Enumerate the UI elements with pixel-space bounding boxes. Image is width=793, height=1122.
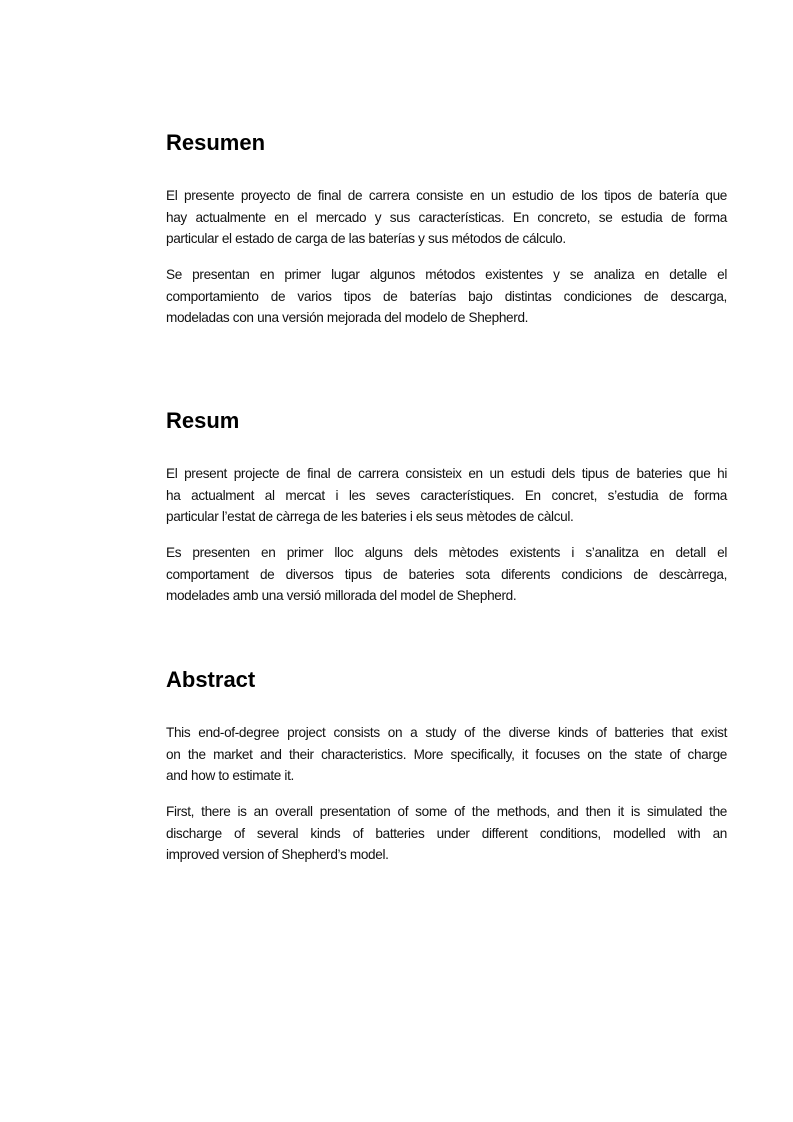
- text-line: discharge of several kinds of batteries under different conditions, modelled with an: [166, 825, 727, 841]
- text-line: First, there is an overall presentation of some of the methods, and then it is simulated the: [166, 804, 727, 819]
- paragraph: [166, 264, 727, 329]
- text-line: El presente proyecto de final de carrera consiste en un estudio de los tipos de batería que: [166, 188, 727, 203]
- text-line: El present projecte de final de carrera consisteix en un estudi dels tipus de bateries que hi: [166, 466, 727, 481]
- text-line: improved version of Shepherd’s model.: [166, 847, 389, 863]
- text-line: particular el estado de carga de las baterías y sus métodos de cálculo.: [166, 231, 566, 247]
- section-resum: [166, 408, 727, 604]
- section-title: Resum: [166, 408, 240, 433]
- text-line: comportament de diversos tipus de bateries sota diferents condicions de descàrrega,: [166, 566, 727, 582]
- text-line: and how to estimate it.: [166, 768, 294, 784]
- text-line: Se presentan en primer lugar algunos métodos existentes y se analiza en detalle el: [166, 267, 727, 282]
- section-title: Abstract: [166, 667, 256, 692]
- text-line: modelades amb una versió millorada del model de Shepherd.: [166, 588, 517, 604]
- section-abstract: [166, 667, 727, 863]
- text-line: Es presenten en primer lloc alguns dels mètodes existents i s’analitza en detall el: [166, 545, 727, 560]
- text-line: ha actualment al mercat i les seves característiques. En concret, s’estudia de forma: [166, 487, 727, 503]
- paragraph: [166, 463, 727, 528]
- text-line: hay actualmente en el mercado y sus características. En concreto, se estudia de forma: [166, 209, 727, 225]
- paragraph: [166, 722, 727, 787]
- text-line: comportamiento de varios tipos de baterías bajo distintas condiciones de descarga,: [166, 288, 727, 304]
- paragraph: [166, 185, 727, 250]
- paragraph: [166, 801, 727, 866]
- section-title: Resumen: [166, 130, 266, 155]
- text-line: on the market and their characteristics. More specifically, it focuses on the state of charge: [166, 746, 727, 762]
- text-line: modeladas con una versión mejorada del modelo de Shepherd.: [166, 310, 529, 326]
- section-resumen: [166, 130, 727, 326]
- text-line: particular l’estat de càrrega de les bateries i els seus mètodes de càlcul.: [166, 509, 574, 525]
- text-line: This end-of-degree project consists on a study of the diverse kinds of batteries that exist: [166, 725, 727, 740]
- paragraph: [166, 542, 727, 607]
